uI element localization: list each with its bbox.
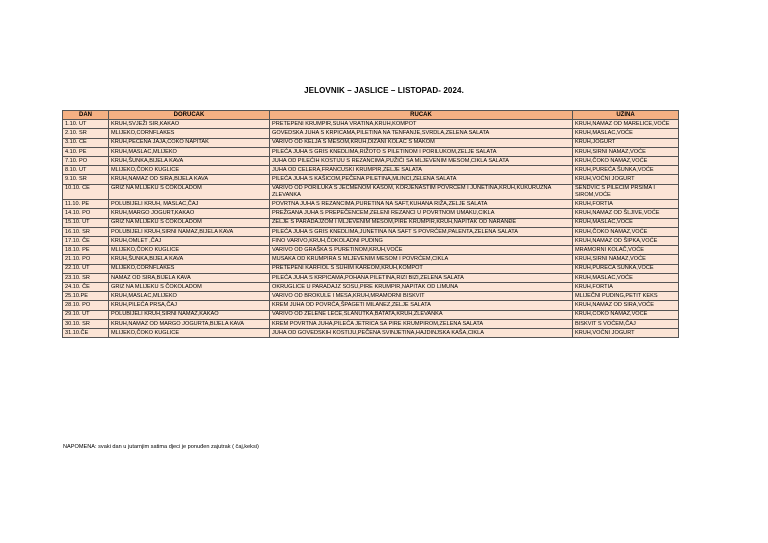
menu-table (62, 110, 679, 338)
snack-cell: KRUH,VOĆNI JOGURT (573, 328, 679, 337)
breakfast-cell: KRUH,NAMAZ OD MARGO JOGURTA,BIJELA KAVA (109, 319, 270, 328)
table-row (63, 328, 679, 337)
lunch-cell: PILEĆA JUHA S KAŠICOM,PEČENA PILETINA,MLINCI,ZELENA SALATA (270, 175, 573, 184)
lunch-cell: FINO VARIVO,KRUH,ČOKOLADNI PUDING (270, 237, 573, 246)
header-lunch: RUČAK (270, 111, 573, 120)
breakfast-cell: KRUH,MARGO JOGURT,KAKAO (109, 209, 270, 218)
snack-cell: KRUH,SIRNI NAMAZ,VOĆE (573, 147, 679, 156)
lunch-cell: ZELJE S PARADAJZOM I MLJEVENIM MESOM,PIRE KRUMPIR,KRUH,NAPITAK OD NARANĐE (270, 218, 573, 227)
snack-cell: KRUH,NAMAZ OD SIRA,VOĆE (573, 301, 679, 310)
day-cell: 4.10. PE (63, 147, 109, 156)
table-row (63, 319, 679, 328)
snack-cell: KRUH,PUREĆA ŠUNKA,VOĆE (573, 166, 679, 175)
snack-cell: MLIJEČNI PUDING,PETIT KEKS (573, 292, 679, 301)
breakfast-cell: KRUH,ŠUNKA,BIJELA KAVA (109, 255, 270, 264)
lunch-cell: JUHA OD GOVEDSKIH KOSTIJU,PEČENA SVINJETINA,HAJDINJSKA KAŠA,CIKLA (270, 328, 573, 337)
day-cell: 30.10. SR (63, 319, 109, 328)
lunch-cell: PILEĆA JUHA S GRIS KNEDLIMA,JUNETINA NA SAFT S POVRĆEM,PALENTA,ZELENA SALATA (270, 227, 573, 236)
table-row (63, 175, 679, 184)
table-row (63, 264, 679, 273)
breakfast-cell: GRIZ NA MLIJEKU S ČOKOLADOM (109, 184, 270, 200)
lunch-cell: PREŽGANA JUHA S PREPEČENCEM,ZELENI REZANCI U POVRTNOM UMAKU,CIKLA (270, 209, 573, 218)
table-row (63, 255, 679, 264)
table-row (63, 273, 679, 282)
header-day: DAN (63, 111, 109, 120)
breakfast-cell: KRUH,OMLET ,ČAJ (109, 237, 270, 246)
day-cell: 3.10. ČE (63, 138, 109, 147)
breakfast-cell: MLIJEKO,CORNFLAKES (109, 264, 270, 273)
note-text: NAPOMENA: svaki dan u jutarnjim satima djeci je ponuđen zajutrak ( čaj,keksi) (63, 444, 259, 450)
breakfast-cell: POLUBIJELI KRUH,SIRNI NAMAZ,BIJELA KAVA (109, 227, 270, 236)
table-row (63, 166, 679, 175)
breakfast-cell: MLIJEKO,ČOKO KUGLICE (109, 246, 270, 255)
lunch-cell: PILEĆA JUHA S GRIS KNEDLIMA,RIŽOTO S PILETINOM I PORILUKOM,ZELJE SALATA (270, 147, 573, 156)
table-row (63, 292, 679, 301)
breakfast-cell: GRIZ NA MLIJEKU S ČOKOLADOM (109, 282, 270, 291)
lunch-cell: VARIVO OD GRAŠKA S PURETINOM,KRUH,VOĆE (270, 246, 573, 255)
breakfast-cell: KRUH,NAMAZ OD SIRA,BIJELA KAVA (109, 175, 270, 184)
table-row (63, 200, 679, 209)
snack-cell: KRUH,NAMAZ OD ŠLJIVE,VOĆE (573, 209, 679, 218)
snack-cell: KRUH,FORTIA (573, 282, 679, 291)
breakfast-cell: KRUH,MASLAC,MLIJEKO (109, 147, 270, 156)
lunch-cell: PILEĆA JUHA S KRPICAMA,POHANA PILETINA,RIZI BIZI,ZELENA SALATA (270, 273, 573, 282)
snack-cell: SENDVIČ S PILEĆIM PRSIMA I SIROM,VOĆE (573, 184, 679, 200)
header-snack: UŽINA (573, 111, 679, 120)
lunch-cell: PRETEPENI KARFIOL S SUHIM KAREOM,KRUH,KOMPOT (270, 264, 573, 273)
breakfast-cell: MLIJEKO,ČOKO KUGLICE (109, 166, 270, 175)
breakfast-cell: NAMAZ OD SIRA,BIJELA KAVA (109, 273, 270, 282)
day-cell: 21.10. PO (63, 255, 109, 264)
lunch-cell: VARIVO OD PORILUKA S JEČMENOM KAŠOM, KORJENASTIM POVRĆEM I JUNETINA,KRUH,KUKURUZNA ZLEVANKA (270, 184, 573, 200)
day-cell: 1.10. UT (63, 120, 109, 129)
day-cell: 24.10. ČE (63, 282, 109, 291)
table-row (63, 138, 679, 147)
lunch-cell: VARIVO OD KELJA S MESOM,KRUH,DIZANI KOLAČ S MAKOM (270, 138, 573, 147)
table-row (63, 310, 679, 319)
day-cell: 23.10. SR (63, 273, 109, 282)
day-cell: 10.10. ČE (63, 184, 109, 200)
snack-cell: KRUH,NAMAZ OD MARELICE,VOĆE (573, 120, 679, 129)
table-row (63, 156, 679, 165)
table-row (63, 184, 679, 200)
day-cell: 11.10. PE (63, 200, 109, 209)
snack-cell: MRAMORNI KOLAČ,VOĆE (573, 246, 679, 255)
snack-cell: KRUH,FORTIA (573, 200, 679, 209)
table-row (63, 147, 679, 156)
table-row (63, 129, 679, 138)
header-breakfast: DORUČAK (109, 111, 270, 120)
table-row (63, 209, 679, 218)
lunch-cell: VARIVO OD BROKULE I MESA,KRUH,MRAMORNI BISKVIT (270, 292, 573, 301)
day-cell: 15.10. UT (63, 218, 109, 227)
day-cell: 28.10. PO (63, 301, 109, 310)
lunch-cell: MUSAKA OD KRUMPIRA S MLJEVENIM MESOM I POVRĆEM,CIKLA (270, 255, 573, 264)
lunch-cell: PRETEPENI KRUMPIR,SUHA VRATINA,KRUH,KOMPOT (270, 120, 573, 129)
table-row (63, 246, 679, 255)
snack-cell: KRUH,PUREĆA ŠUNKA,VOĆE (573, 264, 679, 273)
day-cell: 22.10. UT (63, 264, 109, 273)
day-cell: 2.10. SR (63, 129, 109, 138)
day-cell: 8.10. UT (63, 166, 109, 175)
table-header-row (63, 111, 679, 120)
breakfast-cell: POLUBIJELI KRUH,SIRNI NAMAZ,KAKAO (109, 310, 270, 319)
lunch-cell: OKRUGLICE U PARADAJZ SOSU,PIRE KRUMPIR,NAPITAK OD LIMUNA (270, 282, 573, 291)
breakfast-cell: KRUH,SVJEŽI SIR,KAKAO (109, 120, 270, 129)
lunch-cell: GOVEDSKA JUHA S KRPICAMA,PILETINA NA TENFANJE,SVRDLA,ZELENA SALATA (270, 129, 573, 138)
snack-cell: KRUH,MASLAC,VOĆE (573, 273, 679, 282)
day-cell: 29.10. UT (63, 310, 109, 319)
day-cell: 16.10. SR (63, 227, 109, 236)
breakfast-cell: KRUH,MASLAC,MLIJEKO (109, 292, 270, 301)
day-cell: 18.10. PE (63, 246, 109, 255)
day-cell: 25.10.PE (63, 292, 109, 301)
breakfast-cell: KRUH,PEČENA JAJA,ČOKO NAPITAK (109, 138, 270, 147)
lunch-cell: KREM JUHA OD POVRĆA,ŠPAGETI MILANEZ,ZELJE SALATA (270, 301, 573, 310)
snack-cell: KRUH,SIRNI NAMAZ,VOĆE (573, 255, 679, 264)
lunch-cell: JUHA OD CELERA,FRANCUSKI KRUMPIR,ZELJE SALATA (270, 166, 573, 175)
snack-cell: KRUH,ČOKO NAMAZ,VOĆE (573, 310, 679, 319)
page-title: JELOVNIK – JASLICE – LISTOPAD- 2024. (304, 86, 464, 95)
menu-table-body (63, 120, 679, 338)
table-row (63, 218, 679, 227)
table-row (63, 227, 679, 236)
table-row (63, 282, 679, 291)
snack-cell: BISKVIT S VOĆEM,ČAJ (573, 319, 679, 328)
lunch-cell: VARIVO OD ZELENE LEĆE,SLANUTKA,BATATA,KRUH,ZLEVANKA (270, 310, 573, 319)
snack-cell: KRUH,NAMAZ OD ŠIPKA,VOĆE (573, 237, 679, 246)
day-cell: 9.10. SR (63, 175, 109, 184)
breakfast-cell: MLIJEKO,CORNFLAKES (109, 129, 270, 138)
snack-cell: KRUH,VOĆNI JOGURT (573, 175, 679, 184)
day-cell: 31.10.ČE (63, 328, 109, 337)
table-row (63, 237, 679, 246)
table-row (63, 301, 679, 310)
breakfast-cell: GRIZ NA MLIJEKU S ČOKOLADOM (109, 218, 270, 227)
snack-cell: KRUH,ČOKO NAMAZ,VOĆE (573, 227, 679, 236)
lunch-cell: KREM POVRTNA JUHA,PILEĆA JETRICA SA PIRE KRUMPIROM,ZELENA SALATA (270, 319, 573, 328)
breakfast-cell: KRUH,ŠUNKA,BIJELA KAVA (109, 156, 270, 165)
breakfast-cell: KRUH,PILEĆA PRSA,ČAJ (109, 301, 270, 310)
lunch-cell: JUHA OD PILEĆIH KOSTIJU S REZANCIMA,PUŽIĆI SA MLJEVENIM MESOM,CIKLA SALATA (270, 156, 573, 165)
snack-cell: KRUH,MASLAC,VOĆE (573, 218, 679, 227)
breakfast-cell: MLIJEKO,ČOKO KUGLICE (109, 328, 270, 337)
table-row (63, 120, 679, 129)
day-cell: 7.10. PO (63, 156, 109, 165)
snack-cell: KRUH,JOGURT (573, 138, 679, 147)
day-cell: 17.10. ČE (63, 237, 109, 246)
snack-cell: KRUH,MASLAC,VOĆE (573, 129, 679, 138)
breakfast-cell: POLUBIJELI KRUH, MASLAC,ČAJ (109, 200, 270, 209)
snack-cell: KRUH,ČOKO NAMAZ,VOĆE (573, 156, 679, 165)
lunch-cell: POVRTNA JUHA S REZANCIMA,PURETINA NA SAFT,KUHANA RIŽA,ZELJE SALATA (270, 200, 573, 209)
day-cell: 14.10. PO (63, 209, 109, 218)
